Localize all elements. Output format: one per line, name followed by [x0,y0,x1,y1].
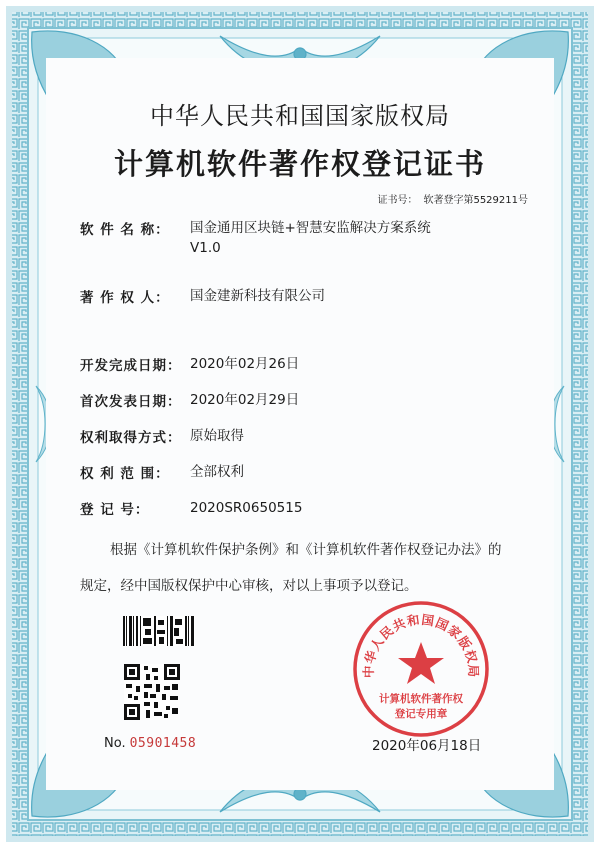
field-label: 著 作 权 人： [80,290,170,306]
field-value: 2020年02月26日 [190,356,300,372]
qr-code-icon [124,664,180,720]
software-name-value: 国金通用区块链+智慧安监解决方案系统 [190,220,431,236]
field-label: 首次发表日期： [80,394,182,410]
statement-line-2: 规定，经中国版权保护中心审核，对以上事项予以登记。 [80,578,418,594]
certificate-number [377,191,528,206]
seal-star-icon [398,642,444,684]
software-version-value: V1.0 [190,240,221,256]
issuing-authority: 中华人民共和国国家版权局 [150,102,450,130]
field-rights-scope [80,462,244,482]
field-copyright-owner [80,286,325,306]
field-publication-date [80,390,299,410]
statement-line-1: 根据《计算机软件保护条例》和《计算机软件著作权登记办法》的 [110,542,502,558]
field-value: 全部权利 [190,464,244,480]
field-value: 国金建新科技有限公司 [190,288,325,304]
field-label: 开发完成日期： [80,358,182,374]
official-seal [350,598,492,740]
field-label: 软 件 名 称： [80,222,170,238]
seal-text-line-2: 登记专用章 [394,708,448,720]
certificate-number-value: 软著登字第5529211号 [423,195,528,206]
serial-number [104,736,196,751]
field-value: 原始取得 [190,428,244,444]
field-label: 登 记 号： [80,502,150,518]
field-software-name [80,218,431,258]
certificate-title: 计算机软件著作权登记证书 [113,147,486,181]
certificate-number-label: 证书号： [377,195,418,206]
seal-ring-text: 中华人民共和国国家版权局 [360,611,482,679]
seal-text-line-1: 计算机软件著作权 [379,693,463,705]
field-label: 权利取得方式： [80,430,182,446]
serial-number-value: 05901458 [129,736,197,751]
field-registration-number [80,498,302,518]
barcode-icon [123,616,195,646]
field-value: 2020SR0650515 [190,500,303,516]
field-completion-date [80,354,299,374]
field-acquisition-method [80,426,244,446]
field-label: 权 利 范 围： [80,466,170,482]
field-value: 2020年02月29日 [190,392,300,408]
issue-date: 2020年06月18日 [372,738,482,754]
serial-number-label: No. [104,736,126,751]
